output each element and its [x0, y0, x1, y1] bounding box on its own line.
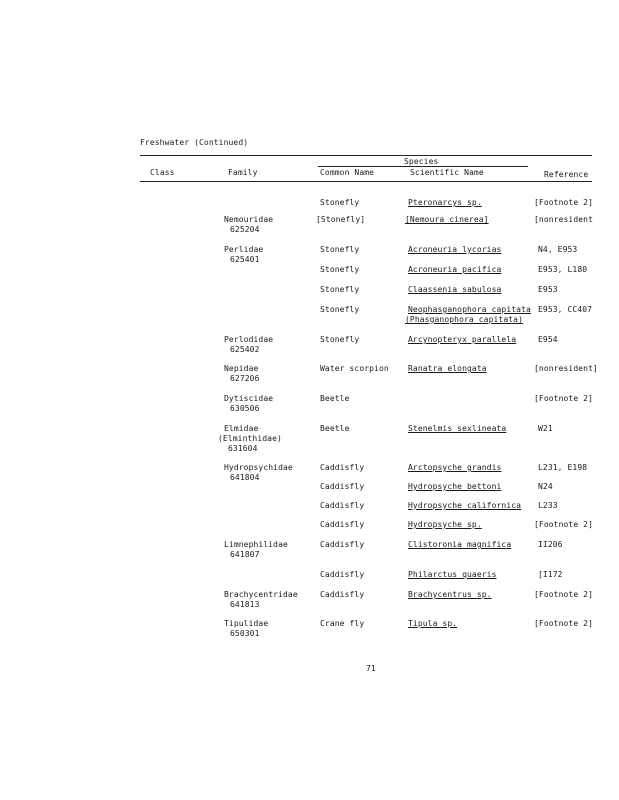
- scientific-name: Tipula sp.: [408, 619, 458, 628]
- scientific-name: Hydropsyche californica: [408, 501, 522, 510]
- reference: L233: [538, 501, 558, 510]
- family-code: 625204: [230, 225, 260, 234]
- scientific-name: Neophasganophora capitata: [408, 305, 531, 314]
- common-name: Stonefly: [320, 265, 360, 274]
- reference: E953, CC407: [538, 305, 593, 314]
- common-name: Caddisfly: [320, 501, 365, 510]
- header-top-rule: [140, 155, 592, 156]
- scientific-name: Hydropsyche bettoni: [408, 482, 502, 491]
- reference: N4, E953: [538, 245, 578, 254]
- reference: E953: [538, 285, 558, 294]
- family-code: 625402: [230, 345, 260, 354]
- reference: [Footnote 2]: [534, 198, 593, 207]
- reference: [Footnote 2]: [534, 520, 593, 529]
- reference: [Footnote 2]: [534, 590, 593, 599]
- common-name: Caddisfly: [320, 463, 365, 472]
- common-name: Stonefly: [320, 245, 360, 254]
- common-name: Stonefly: [320, 335, 360, 344]
- scientific-name: Stenelmis sexlineata: [408, 424, 507, 433]
- family-code: 625401: [230, 255, 260, 264]
- scientific-name: Hydropsyche sp.: [408, 520, 482, 529]
- reference: N24: [538, 482, 553, 491]
- reference: [nonresident]: [534, 364, 598, 373]
- scientific-name: Acroneuria pacifica: [408, 265, 502, 274]
- scientific-name: Arcynopteryx parallela: [408, 335, 517, 344]
- scientific-name: Philarctus quaeris: [408, 570, 497, 579]
- family-name: Tipulidae: [224, 619, 269, 628]
- scientific-name: Ranatra elongata: [408, 364, 487, 373]
- reference: E953, L180: [538, 265, 588, 274]
- scientific-name: Clistoronia magnifica: [408, 540, 512, 549]
- header-common-name: Common Name: [320, 168, 375, 177]
- common-name: [Stonefly]: [316, 215, 366, 224]
- common-name: Caddisfly: [320, 482, 365, 491]
- header-class: Class: [150, 168, 175, 177]
- family-name: Hydropsychidae: [224, 463, 293, 472]
- family-code: 650301: [230, 629, 260, 638]
- family-name: Brachycentridae: [224, 590, 298, 599]
- family-code: 641813: [230, 600, 260, 609]
- scientific-name: Arctopsyche grandis: [408, 463, 502, 472]
- common-name: Stonefly: [320, 198, 360, 207]
- reference: W21: [538, 424, 553, 433]
- common-name: Beetle: [320, 394, 350, 403]
- reference: L231, E198: [538, 463, 588, 472]
- scientific-name-synonym: (Phasganophora capitata): [405, 315, 523, 324]
- reference: [Footnote 2]: [534, 619, 593, 628]
- common-name: Caddisfly: [320, 520, 365, 529]
- family-name: Dytiscidae: [224, 394, 274, 403]
- scientific-name: Pteronarcys sp.: [408, 198, 482, 207]
- header-bottom-rule: [140, 181, 592, 182]
- common-name: Caddisfly: [320, 590, 365, 599]
- family-name: Perlidae: [224, 245, 264, 254]
- reference: [Footnote 2]: [534, 394, 593, 403]
- family-code: 631604: [228, 444, 258, 453]
- header-species: Species: [404, 157, 439, 166]
- reference: II206: [538, 540, 563, 549]
- common-name: Caddisfly: [320, 540, 365, 549]
- family-code: 641804: [230, 473, 260, 482]
- scientific-name: Brachycentrus sp.: [408, 590, 492, 599]
- family-name-synonym: (Elminthidae): [218, 434, 282, 443]
- common-name: Stonefly: [320, 305, 360, 314]
- reference: E954: [538, 335, 558, 344]
- page-number: 71: [366, 664, 376, 673]
- header-scientific-name: Scientific Name: [410, 168, 484, 177]
- reference: [nonresident: [534, 215, 593, 224]
- header-reference: Reference: [544, 170, 589, 179]
- scientific-name: [Nemoura cinerea]: [405, 215, 489, 224]
- common-name: Stonefly: [320, 285, 360, 294]
- reference: [I172: [538, 570, 563, 579]
- common-name: Caddisfly: [320, 570, 365, 579]
- family-name: Elmidae: [224, 424, 259, 433]
- header-species-rule: [318, 166, 528, 167]
- common-name: Water scorpion: [320, 364, 389, 373]
- family-name: Perlodidae: [224, 335, 274, 344]
- family-code: 630506: [230, 404, 260, 413]
- family-name: Nemouridae: [224, 215, 274, 224]
- family-code: 641807: [230, 550, 260, 559]
- scientific-name: Acroneuria lycorias: [408, 245, 502, 254]
- family-code: 627206: [230, 374, 260, 383]
- family-name: Limnephilidae: [224, 540, 288, 549]
- common-name: Beetle: [320, 424, 350, 433]
- header-family: Family: [228, 168, 258, 177]
- section-title: Freshwater (Continued): [140, 138, 249, 147]
- common-name: Crane fly: [320, 619, 365, 628]
- scientific-name: Claassenia sabulosa: [408, 285, 502, 294]
- family-name: Nepidae: [224, 364, 259, 373]
